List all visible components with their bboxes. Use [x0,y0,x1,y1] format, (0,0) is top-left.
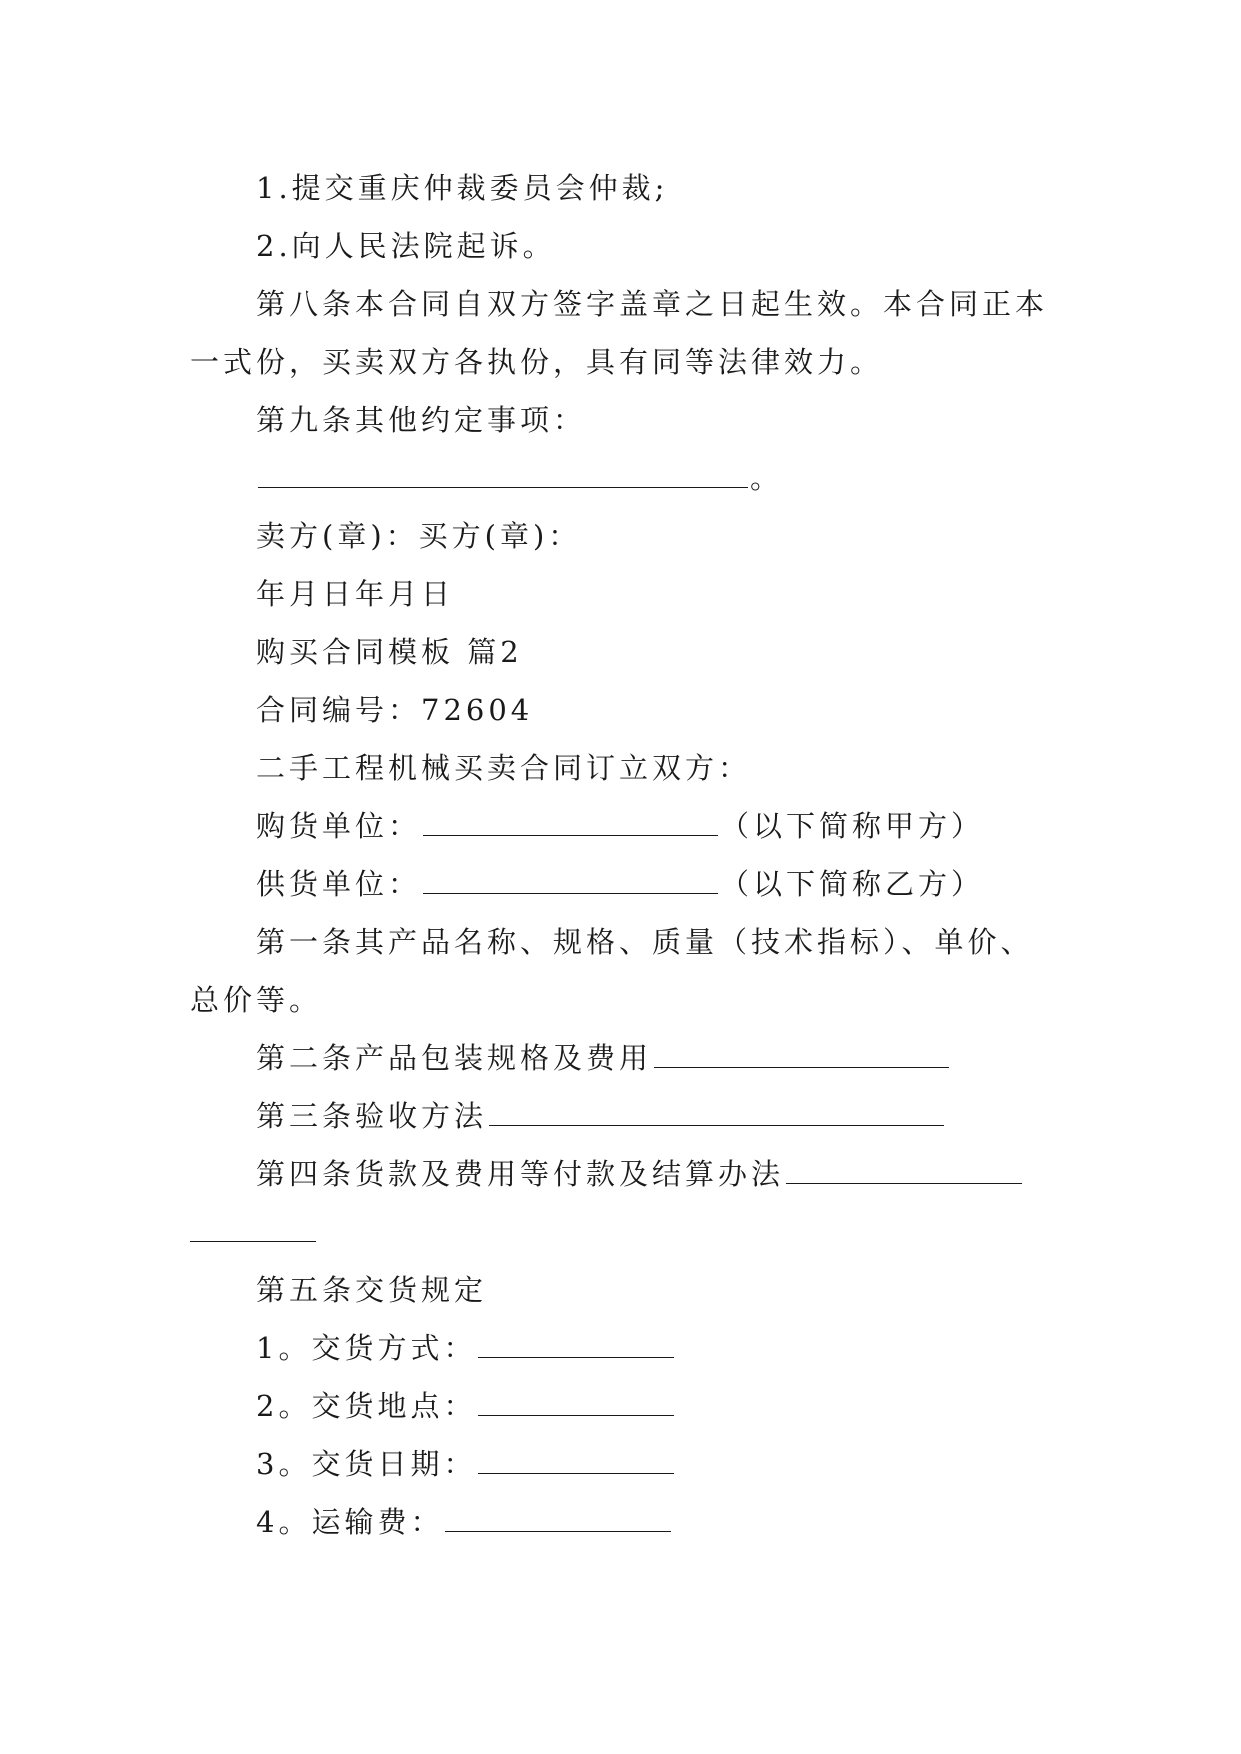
supplier-unit-line [256,864,984,904]
contract-number-line: 合同编号：72604 [256,693,534,727]
delivery-date-blank [478,1447,674,1474]
delivery-place-blank [478,1389,674,1416]
article-3-label: 第三条验收方法 [256,1099,488,1133]
supplier-unit-note: （以下简称乙方） [720,867,985,901]
article-8-line-1: 第八条本合同自双方签字盖章之日起生效。本合同正本 [256,287,1049,321]
contract-parties-heading: 二手工程机械买卖合同订立双方： [256,751,752,785]
article-4-label: 第四条货款及费用等付款及结算办法 [256,1157,785,1191]
article-3-line [256,1096,946,1136]
article-9-line: 第九条其他约定事项： [256,403,587,437]
buyer-unit-blank [423,809,718,836]
article-4-continuation-blank [190,1215,316,1242]
buyer-unit-note: （以下简称甲方） [720,809,985,843]
article-2-blank [654,1041,949,1068]
delivery-date-label: 3。交货日期： [256,1447,477,1481]
buyer-unit-label: 购货单位： [256,809,422,843]
fill-in-blank [258,461,748,488]
signature-parties-line: 卖方(章)：买方(章)： [256,519,582,553]
clause-line-lawsuit: 2.向人民法院起诉。 [256,229,556,263]
blank-line-suffix: 。 [750,461,784,495]
clause-line-arbitration: 1.提交重庆仲裁委员会仲裁; [256,171,669,205]
article-2-line [256,1038,951,1078]
article-1-line-1: 第一条其产品名称、规格、质量（技术指标）、单价、 [256,925,1034,959]
buyer-unit-line [256,806,984,846]
transport-fee-line [256,1502,673,1542]
signature-date-line: 年月日年月日 [256,577,455,611]
supplier-unit-label: 供货单位： [256,867,422,901]
delivery-place-label: 2。交货地点： [256,1389,477,1423]
transport-fee-label: 4。运输费： [256,1505,444,1539]
delivery-method-label: 1。交货方式： [256,1331,477,1365]
article-5-heading: 第五条交货规定 [256,1273,488,1307]
delivery-place-line [256,1386,676,1426]
other-matters-blank-line [256,458,783,498]
article-2-label: 第二条产品包装规格及费用 [256,1041,653,1075]
article-4-line-2 [190,1212,318,1252]
delivery-method-line [256,1328,676,1368]
article-1-line-2: 总价等。 [190,983,323,1017]
article-3-blank [489,1099,944,1126]
article-4-line-1 [256,1154,1024,1194]
transport-fee-blank [445,1505,671,1532]
section-heading: 购买合同模板 篇2 [256,635,523,669]
delivery-method-blank [478,1331,674,1358]
delivery-date-line [256,1444,676,1484]
article-4-blank [786,1157,1022,1184]
article-8-line-2: 一式份，买卖双方各执份，具有同等法律效力。 [190,345,884,379]
supplier-unit-blank [423,867,718,894]
